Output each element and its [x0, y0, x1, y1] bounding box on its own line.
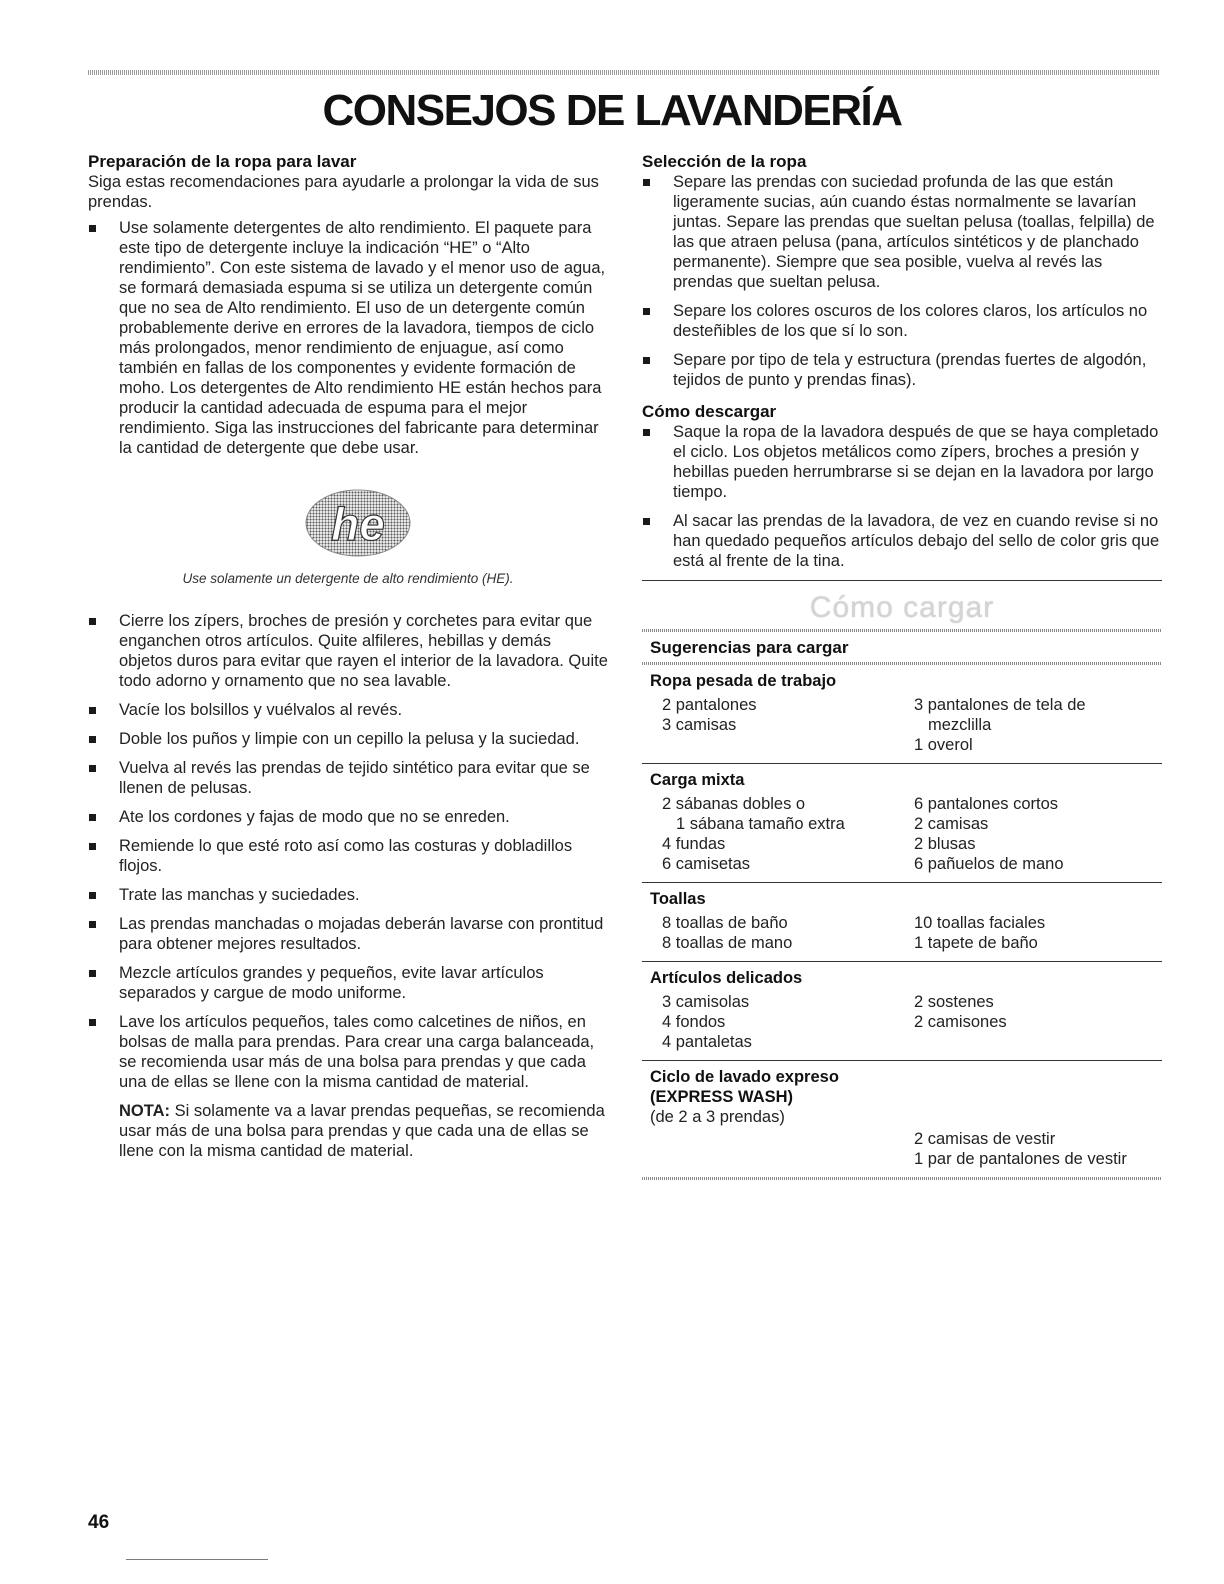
- list-item: Separe las prendas con suciedad profunda de las que están ligeramente sucias, aún cuando éstas normalmente se lavarían juntas. Separe las prendas que sueltan pelusa (toallas, felpilla) de las que atraen pelusa (pana, artículos sintéticos y de planchado permanente). Siempre que sea posible, vuelva al revés las prendas que sueltan pelusa.: [642, 172, 1162, 292]
- load-item: 4 fondos: [662, 1013, 726, 1031]
- list-item: Ate los cordones y fajas de modo que no se enreden.: [88, 807, 608, 827]
- nota-text: Si solamente va a lavar prendas pequeñas, se recomienda usar más de una bolsa para prendas y que cada una de ellas se llene con la misma cantidad de material.: [119, 1102, 605, 1160]
- sugerencias-heading: Sugerencias para cargar: [650, 638, 849, 657]
- load-item: 1 overol: [914, 736, 973, 754]
- load-section-toallas: [642, 883, 1162, 962]
- load-item: 2 pantalones: [662, 696, 757, 714]
- bullet-square-icon: [89, 618, 96, 625]
- bullet-square-icon: [89, 707, 96, 714]
- load-item: 6 pañuelos de mano: [914, 855, 1064, 873]
- nota-label: NOTA:: [119, 1102, 171, 1120]
- load-category-title: Artículos delicados: [650, 969, 803, 987]
- list-item: Saque la ropa de la lavadora después de que se haya completado el ciclo. Los objetos metálicos como zípers, broches a presión y hebillas pueden herrumbrarse si se dejan en la lavadora por largo tiempo.: [642, 422, 1162, 502]
- load-item: 2 sábanas dobles o: [662, 795, 806, 813]
- load-item: 3 pantalones de tela de: [914, 696, 1086, 714]
- bullet-square-icon: [89, 1019, 96, 1026]
- load-item: 1 tapete de baño: [914, 934, 1038, 952]
- prep-intro: Siga estas recomendaciones para ayudarle a prolongar la vida de sus prendas.: [88, 173, 599, 211]
- list-item: Mezcle artículos grandes y pequeños, evite lavar artículos separados y cargue de modo uniforme.: [88, 963, 608, 1003]
- dotted-rule: [642, 1177, 1162, 1180]
- list-item: Cierre los zípers, broches de presión y corchetes para evitar que enganchen otros artículos. Quite alfileres, hebillas y demás objetos duros para evitar que rayen el interior de la lavadora. Quite todo adorno y ornamento que no sea lavable.: [88, 611, 608, 691]
- load-category-title: Ropa pesada de trabajo: [650, 672, 837, 690]
- bullet-square-icon: [643, 518, 650, 525]
- bullet-square-icon: [89, 225, 96, 232]
- load-item: 6 camisetas: [662, 855, 751, 873]
- load-item: 2 sostenes: [914, 993, 994, 1011]
- right-column: [642, 152, 1162, 1180]
- prep-heading: Preparación de la ropa para lavar: [88, 152, 357, 171]
- list-item: Vuelva al revés las prendas de tejido sintético para evitar que se llenen de pelusas.: [88, 758, 608, 798]
- list-item: Trate las manchas y suciedades.: [88, 885, 608, 905]
- load-item: 2 camisas: [914, 815, 989, 833]
- descargar-bullet-list: [642, 422, 1162, 571]
- list-item: Al sacar las prendas de la lavadora, de vez en cuando revise si no han quedado pequeños artículos debajo del sello de color gris que está al frente de la tina.: [642, 511, 1162, 571]
- load-section-carga-mixta: [642, 764, 1162, 883]
- bullet-square-icon: [89, 970, 96, 977]
- page-number: 46: [88, 1512, 110, 1533]
- load-item: 1 par de pantalones de vestir: [914, 1150, 1127, 1168]
- he-caption: Use solamente un detergente de alto rendimiento (HE).: [182, 571, 514, 586]
- descargar-heading: Cómo descargar: [642, 402, 777, 421]
- prep-bullet-list-2: [88, 611, 608, 1092]
- load-item: 3 camisolas: [662, 993, 750, 1011]
- bullet-square-icon: [643, 357, 650, 364]
- list-item: Separe los colores oscuros de los colores claros, los artículos no desteñibles de los que sí lo son.: [642, 301, 1162, 341]
- load-item: 6 pantalones cortos: [914, 795, 1059, 813]
- bullet-square-icon: [89, 921, 96, 928]
- seleccion-heading: Selección de la ropa: [642, 152, 807, 171]
- prep-bullet-list-1: [88, 218, 608, 458]
- express-note: (de 2 a 3 prendas): [650, 1108, 785, 1126]
- load-category-title: Carga mixta: [650, 771, 745, 789]
- load-category-subtitle: (EXPRESS WASH): [650, 1088, 794, 1106]
- list-item: Remiende lo que esté roto así como las costuras y dobladillos flojos.: [88, 836, 608, 876]
- bullet-square-icon: [643, 429, 650, 436]
- list-item: Las prendas manchadas o mojadas deberán lavarse con prontitud para obtener mejores resultados.: [88, 914, 608, 954]
- dotted-rule: [642, 629, 1162, 632]
- top-dotted-rule: [88, 70, 1160, 75]
- page-title: CONSEJOS DE LAVANDERÍA: [322, 86, 902, 135]
- bullet-square-icon: [643, 179, 650, 186]
- list-item: Doble los puños y limpie con un cepillo la pelusa y la suciedad.: [88, 729, 608, 749]
- bullet-square-icon: [89, 843, 96, 850]
- load-item: 4 pantaletas: [662, 1033, 752, 1051]
- load-category-title: Ciclo de lavado expreso: [650, 1068, 839, 1086]
- bullet-square-icon: [89, 765, 96, 772]
- load-item: 2 camisas de vestir: [914, 1130, 1056, 1148]
- load-category-title: Toallas: [650, 890, 706, 908]
- load-section-delicados: [642, 962, 1162, 1061]
- left-column: [88, 152, 608, 1161]
- load-item: 10 toallas faciales: [914, 914, 1046, 932]
- load-item: 4 fundas: [662, 835, 726, 853]
- bullet-square-icon: [89, 814, 96, 821]
- seleccion-bullet-list: [642, 172, 1162, 390]
- load-item: 8 toallas de baño: [662, 914, 788, 932]
- bullet-square-icon: [89, 892, 96, 899]
- load-item: 2 camisones: [914, 1013, 1007, 1031]
- nota-paragraph: [88, 1101, 608, 1161]
- load-item: 3 camisas: [662, 716, 737, 734]
- list-item: Lave los artículos pequeños, tales como calcetines de niños, en bolsas de malla para prendas. Para crear una carga balanceada, se recomienda usar más de una bolsa para prendas y que cada una de ellas se llene con la misma cantidad de material.: [88, 1012, 608, 1092]
- load-item: 2 blusas: [914, 835, 976, 853]
- he-logo-block: [88, 488, 608, 563]
- bullet-square-icon: [89, 736, 96, 743]
- bullet-square-icon: [643, 308, 650, 315]
- footer-line: [126, 1559, 268, 1560]
- section-divider: [642, 580, 1162, 581]
- load-item: 1 sábana tamaño extra: [676, 815, 845, 833]
- load-item: mezclilla: [928, 716, 992, 734]
- list-item: Vacíe los bolsillos y vuélvalos al revés.: [88, 700, 608, 720]
- load-item: 8 toallas de mano: [662, 934, 793, 952]
- load-section-ropa-pesada: [642, 665, 1162, 764]
- he-logo-icon: [303, 488, 413, 558]
- svg-text:he: he: [331, 498, 385, 550]
- list-item: Separe por tipo de tela y estructura (prendas fuertes de algodón, tejidos de punto y prendas finas).: [642, 350, 1162, 390]
- load-section-express: [642, 1061, 1162, 1177]
- list-item: Use solamente detergentes de alto rendimiento. El paquete para este tipo de detergente incluye la indicación “HE” o “Alto rendimiento”. Con este sistema de lavado y el menor uso de agua, se formará demasiada espuma si se utiliza un detergente común que no sea de Alto rendimiento. El uso de un detergente común probablemente derive en errores de la lavadora, tiempos de ciclo más prolongados, menor rendimiento de enjuague, así como también en fallas de los componentes y evidente formación de moho. Los detergentes de Alto rendimiento HE están hechos para producir la cantidad adecuada de espuma para el mejor rendimiento. Siga las instrucciones del fabricante para determinar la cantidad de detergente que debe usar.: [88, 218, 608, 458]
- como-cargar-heading: Cómo cargar: [809, 591, 995, 624]
